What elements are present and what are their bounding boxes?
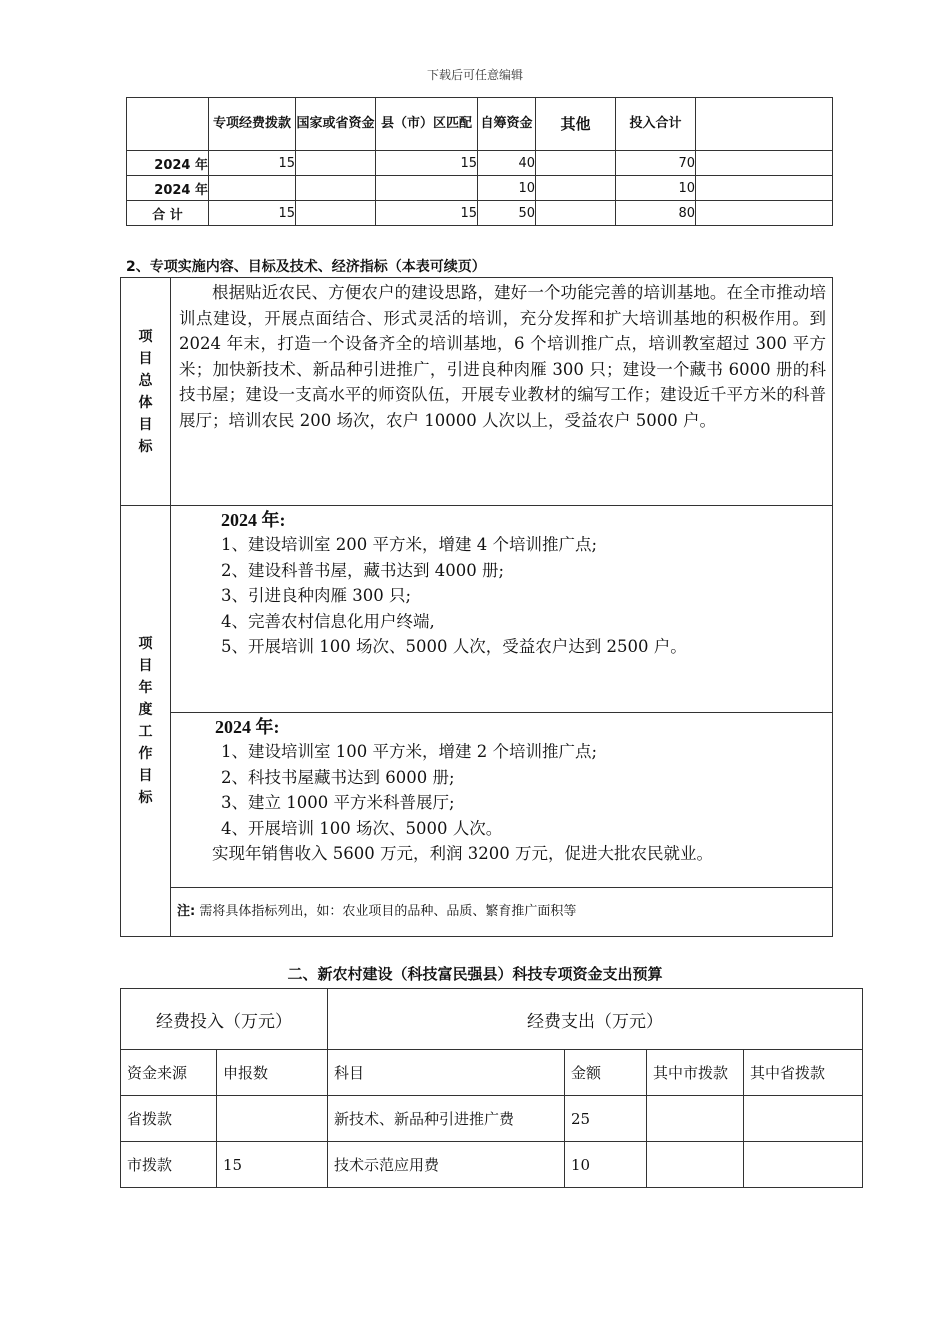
column-header: 申报数: [217, 1050, 328, 1096]
income-header: 经费投入（万元）: [121, 989, 328, 1050]
funding-header-cell: 县（市）区匹配: [376, 98, 478, 151]
row-label: 2024 年: [127, 176, 209, 201]
year1-item: 2、建设科普书屋，藏书达到 4000 册;: [221, 560, 505, 580]
cell-money: 25: [565, 1096, 647, 1142]
section-2-title: 2、专项实施内容、目标及技术、经济指标（本表可续页）: [126, 259, 486, 275]
goals-table: [120, 277, 833, 937]
cell-city: [647, 1142, 744, 1188]
cell-self: 10: [478, 176, 536, 201]
year2-summary: 实现年销售收入 5600 万元，利润 3200 万元，促进大批农民就业。: [212, 844, 713, 863]
cell-national: [296, 176, 376, 201]
cell-total: 80: [616, 201, 696, 226]
budget-columns-row: [121, 1050, 863, 1096]
year2-goals: [171, 713, 833, 888]
annual-goal-row-1: [121, 506, 833, 713]
year2-item: 3、建立 1000 平方米科普展厅;: [221, 793, 455, 812]
cell-special: [209, 176, 296, 201]
expense-header: 经费支出（万元）: [328, 989, 863, 1050]
cell-city: [647, 1096, 744, 1142]
column-header: 资金来源: [121, 1050, 217, 1096]
cell-county: 15: [376, 201, 478, 226]
cell-province: [744, 1142, 863, 1188]
year2-item: 1、建设培训室 100 平方米，增建 2 个培训推广点;: [221, 742, 598, 761]
cell-county: [376, 176, 478, 201]
year1-goals: [171, 506, 833, 713]
cell-item: 新技术、新品种引进推广费: [328, 1096, 565, 1142]
cell-extra: [696, 151, 833, 176]
annual-goal-label-text: 项目年度工作目标: [138, 636, 153, 806]
funding-header-cell: [696, 98, 833, 151]
cell-county: 15: [376, 151, 478, 176]
cell-extra: [696, 201, 833, 226]
year1-item: 1、建设培训室 200 平方米，增建 4 个培训推广点;: [221, 535, 598, 554]
funding-header-cell: 其他: [536, 98, 616, 151]
overall-goal-text: 根据贴近农民、方便农户的建设思路，建好一个功能完善的培训基地。在全市推动培训点建设，开展点面结合、形式灵活的培训，充分发挥和扩大培训基地的积极作用。到 2024 年末，打造一个设备齐全的培训基地，6 个培训推广点，培训教室超过 300 平方米；加快新技术、新品种引进推广，引进良种肉雁 300 只；建设一个藏书 6000 册的科技书屋；建设一支高水平的师资队伍，开展专业教材的编写工作；建设近千平方米的科普展厅；培训农民 200 场次，农户 10000 人次以上，受益农户 5000 户。: [171, 278, 833, 506]
column-header: 其中省拨款: [744, 1050, 863, 1096]
annual-goal-label: [121, 506, 171, 937]
year1-item: 3、引进良种肉雁 300 只;: [221, 586, 412, 605]
cell-self: 40: [478, 151, 536, 176]
row-label: 2024 年: [127, 151, 209, 176]
cell-other: [536, 201, 616, 226]
row-label: 合 计: [127, 201, 209, 226]
cell-province: [744, 1096, 863, 1142]
year2-item: 4、开展培训 100 场次、5000 人次。: [221, 818, 503, 838]
cell-other: [536, 151, 616, 176]
overall-goal-row: [121, 278, 833, 506]
column-header: 科目: [328, 1050, 565, 1096]
note-label: 注:: [177, 904, 196, 919]
year2-title: 2024 年:: [215, 717, 280, 737]
funding-header-cell: 投入合计: [616, 98, 696, 151]
funding-header-cell: 专项经费拨款: [209, 98, 296, 151]
note-row: [121, 888, 833, 937]
cell-source: 省拨款: [121, 1096, 217, 1142]
cell-source: 市拨款: [121, 1142, 217, 1188]
note-text: 需将具体指标列出，如：农业项目的品种、品质、繁育推广面积等: [199, 904, 577, 919]
note-cell: [171, 888, 833, 937]
cell-national: [296, 201, 376, 226]
funding-header-cell: [127, 98, 209, 151]
budget-row: [121, 1096, 863, 1142]
funding-row: [127, 151, 833, 176]
budget-row: [121, 1142, 863, 1188]
header-note: 下载后可任意编辑: [426, 68, 523, 82]
cell-total: 70: [616, 151, 696, 176]
cell-item: 技术示范应用费: [328, 1142, 565, 1188]
cell-extra: [696, 176, 833, 201]
funding-header-row: [127, 98, 833, 151]
year1-item: 5、开展培训 100 场次、5000 人次，受益农户达到 2500 户。: [221, 637, 687, 656]
year2-item: 2、科技书屋藏书达到 6000 册;: [221, 767, 455, 787]
overall-goal-label-text: 项目总体目标: [138, 328, 153, 455]
cell-other: [536, 176, 616, 201]
budget-header-row: [121, 989, 863, 1050]
funding-total-row: [127, 201, 833, 226]
funding-header-cell: 国家或省资金: [296, 98, 376, 151]
funding-header-cell: 自筹资金: [478, 98, 536, 151]
annual-goal-row-2: [121, 713, 833, 888]
cell-amount: 15: [217, 1142, 328, 1188]
overall-goal-label: [121, 278, 171, 506]
budget-title: 二、新农村建设（科技富民强县）科技专项资金支出预算: [287, 965, 663, 983]
year1-item: 4、完善农村信息化用户终端,: [221, 611, 435, 631]
cell-money: 10: [565, 1142, 647, 1188]
year1-title: 2024 年:: [221, 510, 286, 530]
budget-table: [120, 988, 863, 1188]
cell-amount: [217, 1096, 328, 1142]
funding-row: [127, 176, 833, 201]
cell-self: 50: [478, 201, 536, 226]
cell-special: 15: [209, 151, 296, 176]
column-header: 其中市拨款: [647, 1050, 744, 1096]
cell-total: 10: [616, 176, 696, 201]
cell-special: 15: [209, 201, 296, 226]
column-header: 金额: [565, 1050, 647, 1096]
cell-national: [296, 151, 376, 176]
funding-table: [126, 97, 833, 226]
